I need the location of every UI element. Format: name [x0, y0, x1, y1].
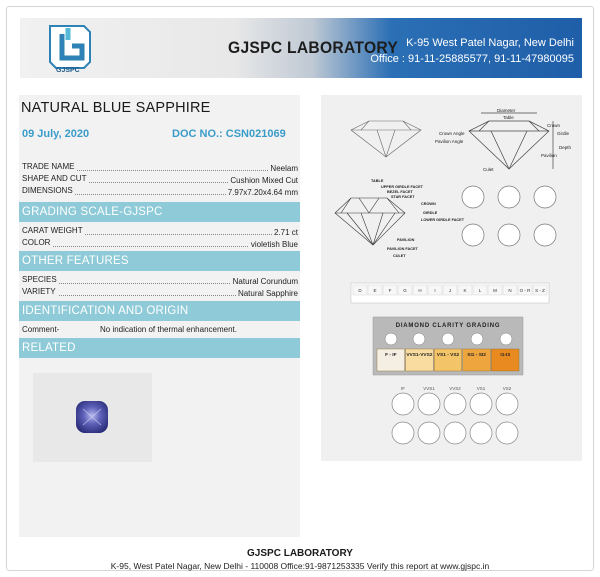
label-culet-facet: CULET — [393, 254, 406, 258]
field-row — [22, 186, 298, 198]
report-details-panel — [19, 95, 300, 537]
field-row — [22, 226, 298, 238]
report-footer — [0, 548, 600, 571]
label-girdle-facet: GIRDLE — [423, 211, 438, 215]
field-row — [22, 162, 298, 174]
office-line: Office : 91-11-25885577, 91-11-47980095 — [370, 53, 574, 65]
report-date: 09 July, 2020 — [22, 128, 90, 140]
clarity-grade-label: F - IF — [385, 353, 397, 358]
field-value: 2.71 ct — [273, 228, 298, 237]
footer-address: K-95, West Patel Nagar, New Delhi - 110008 Office:91-9871253335 Verify this report at www.gjspc.in — [110, 561, 490, 571]
section-identification: IDENTIFICATION AND ORIGIN — [19, 301, 300, 321]
section-other-features: OTHER FEATURES — [19, 251, 300, 271]
label-pavilion-facet: PAVILION FACET — [387, 247, 418, 251]
comment-value: No indication of thermal enhancement. — [100, 325, 237, 334]
clarity-grade-label: I1-I3 — [500, 353, 511, 358]
label-pavilion: Pavilion — [541, 153, 557, 158]
logo-text: GJSPC — [56, 67, 80, 74]
label-star: STAR FACET — [391, 195, 415, 199]
color-scale-label: K — [463, 288, 467, 293]
color-scale-label: G — [403, 288, 407, 293]
field-label: DIMENSIONS — [22, 186, 73, 195]
label-culet: Culet — [483, 167, 494, 172]
label-pavilion-angle: Pavilion Angle — [435, 139, 464, 144]
field-row — [22, 174, 298, 186]
gjspc-logo — [46, 24, 94, 70]
label-crown: Crown — [547, 123, 561, 128]
color-scale-cells — [353, 285, 547, 295]
reference-diagram — [321, 95, 582, 461]
gemstone-photo — [33, 373, 152, 462]
field-label: TRADE NAME — [22, 162, 75, 171]
field-label: SPECIES — [22, 275, 57, 284]
comment-label: Comment- — [22, 325, 60, 334]
field-value: Natural Corundum — [232, 277, 298, 286]
color-scale-label: H — [418, 288, 422, 293]
section-related: RELATED — [19, 338, 300, 358]
clarity-circle-grid — [392, 393, 518, 444]
clarity-grade-label: VVS1-VVS2 — [406, 353, 433, 358]
label-girdle: Girdle — [557, 131, 570, 136]
field-value: Cushion Mixed Cut — [230, 176, 298, 185]
doc-number: DOC NO.: CSN021069 — [172, 128, 286, 140]
field-row — [22, 238, 298, 250]
label-table-facet: TABLE — [371, 179, 384, 183]
report-header — [20, 18, 582, 78]
facet-diagram — [335, 198, 405, 245]
clarity-row-label: VVS1 — [423, 386, 435, 391]
reference-charts-panel — [321, 95, 582, 461]
clarity-row-label: VS2 — [502, 386, 512, 391]
color-scale-label: E — [373, 288, 377, 293]
lab-title: GJSPC LABORATORY — [228, 38, 399, 57]
label-pavilion-facet-a: PAVILION — [397, 238, 415, 242]
color-scale-label: L — [478, 288, 482, 293]
section-grading: GRADING SCALE-GJSPC — [19, 202, 300, 222]
label-crown-angle: Crown Angle — [439, 131, 465, 136]
field-label: CARAT WEIGHT — [22, 226, 83, 235]
diamond-profile-right — [469, 113, 553, 169]
clarity-grade-label: SI1 - SI2 — [467, 353, 486, 358]
label-crown-facet: CROWN — [421, 202, 436, 206]
clarity-row-label: IF — [401, 386, 405, 391]
clarity-grade-label: VS1 - VS2 — [436, 353, 460, 358]
color-scale-label: F — [388, 288, 392, 293]
header-address — [370, 35, 574, 67]
clarity-grade-cells — [377, 349, 519, 371]
field-row — [22, 275, 298, 287]
color-scale-label: I — [434, 288, 436, 293]
clarity-title: DIAMOND CLARITY GRADING — [395, 323, 501, 329]
field-value: Neelam — [270, 164, 298, 173]
color-scale-label: S - Z — [535, 288, 545, 293]
address-line: K-95 West Patel Nagar, New Delhi — [406, 37, 574, 49]
label-upper-girdle: UPPER GIRDLE FACET — [381, 185, 423, 189]
field-value: violetish Blue — [250, 240, 298, 249]
label-table: Table — [503, 115, 514, 120]
diamond-profile-left — [351, 121, 421, 157]
color-scale-label: D — [358, 288, 362, 293]
label-bezel: BEZEL FACET — [387, 190, 413, 194]
color-scale-label: O - R — [519, 288, 531, 293]
field-label: COLOR — [22, 238, 51, 247]
field-value: Natural Sapphire — [237, 289, 298, 298]
clarity-row-labels — [401, 386, 512, 391]
clarity-row-label: VS1 — [476, 386, 486, 391]
clarity-row-label: VVS2 — [449, 386, 461, 391]
field-row — [22, 287, 298, 299]
color-scale-label: N — [508, 288, 512, 293]
stone-title: NATURAL BLUE SAPPHIRE — [21, 100, 211, 116]
field-value: 7.97x7.20x4.64 mm — [227, 188, 298, 197]
inclusion-examples — [462, 186, 556, 246]
footer-lab-name: GJSPC LABORATORY — [247, 548, 353, 559]
color-scale-label: M — [493, 288, 497, 293]
label-lower-girdle: LOWER GIRDLE FACET — [421, 218, 465, 222]
label-diameter: Diameter — [497, 108, 516, 113]
field-label: SHAPE AND CUT — [22, 174, 87, 183]
field-label: VARIETY — [22, 287, 56, 296]
label-depth: Depth — [559, 145, 572, 150]
color-scale-label: J — [448, 288, 452, 293]
